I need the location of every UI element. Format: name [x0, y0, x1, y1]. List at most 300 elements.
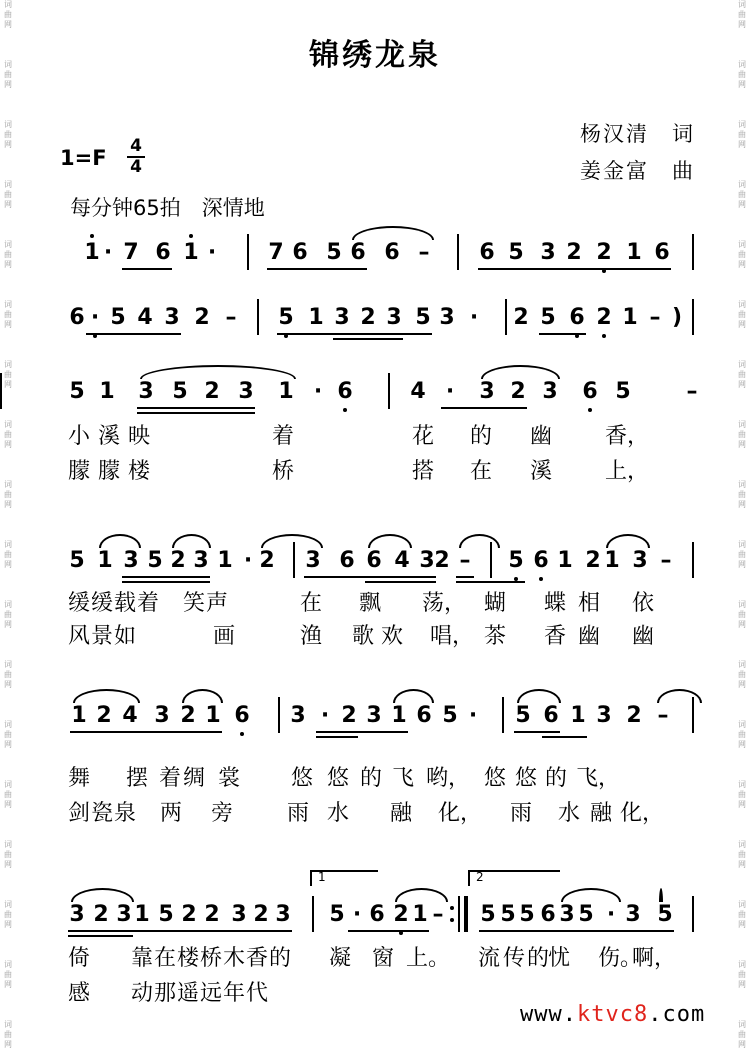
- side-watermark-char: 词: [4, 600, 12, 609]
- side-watermark-block: [735, 360, 749, 420]
- side-watermark-char: 词: [4, 300, 12, 309]
- lyric-word: 的: [470, 424, 493, 449]
- side-watermark-char: 词: [738, 60, 746, 69]
- octave-dot-low: [539, 577, 543, 581]
- lyric-word: 搭: [412, 459, 435, 484]
- lyric-word: 绸: [183, 766, 206, 791]
- note: 3: [386, 305, 402, 330]
- note: 2: [96, 703, 112, 728]
- note: 1: [557, 548, 573, 573]
- lyric-word: 瓷: [91, 801, 114, 826]
- lyric-word: 桥: [272, 459, 295, 484]
- note: ·: [103, 240, 113, 265]
- lyric-word: 香: [246, 946, 269, 971]
- note: ·: [243, 548, 253, 573]
- side-watermark-char: 曲: [4, 310, 12, 319]
- side-watermark-block: [735, 960, 749, 1020]
- lyric-word: 渔: [300, 624, 323, 649]
- side-watermark-char: 网: [738, 1040, 746, 1049]
- side-watermark-char: 曲: [738, 70, 746, 79]
- lyric-word: 的: [269, 946, 292, 971]
- lyric-word: 景: [91, 624, 114, 649]
- note: 3: [596, 703, 612, 728]
- bar-line: [692, 896, 694, 932]
- bar-line: [505, 299, 507, 335]
- tie-arc: [172, 534, 211, 548]
- underline: [304, 576, 436, 578]
- note: 2: [204, 379, 220, 404]
- underline: [456, 581, 525, 583]
- side-watermark-char: 词: [4, 360, 12, 369]
- note: –: [649, 305, 661, 330]
- side-watermark-char: 词: [4, 480, 12, 489]
- lyric-word: 那: [154, 981, 177, 1006]
- underline: [267, 268, 367, 270]
- lyric-word: 凝: [329, 946, 352, 971]
- lyric-word: 伤。: [598, 946, 643, 971]
- bar-line: [692, 542, 694, 578]
- lyric-word: 依: [632, 591, 655, 616]
- song-title: 锦绣龙泉: [309, 38, 441, 73]
- side-watermark-char: 网: [4, 800, 12, 809]
- bar-line: [692, 299, 694, 335]
- note: 3: [123, 548, 139, 573]
- side-watermark-char: 网: [4, 620, 12, 629]
- note: 6: [479, 240, 495, 265]
- note: 3: [275, 902, 291, 927]
- note: ·: [445, 379, 455, 404]
- lyric-word: 代: [246, 981, 269, 1006]
- side-watermark-char: 词: [4, 780, 12, 789]
- note: 5: [442, 703, 458, 728]
- side-watermark-char: 网: [4, 260, 12, 269]
- side-watermark-char: 曲: [738, 490, 746, 499]
- underline: [539, 333, 586, 335]
- side-watermark-char: 词: [738, 600, 746, 609]
- side-watermark-char: 曲: [4, 190, 12, 199]
- tie-arc: [561, 888, 621, 902]
- note: 2: [434, 548, 450, 573]
- site-suffix: .com: [648, 1002, 706, 1027]
- lyric-word: 雨: [510, 801, 533, 826]
- side-watermark-char: 曲: [4, 490, 12, 499]
- side-watermark-block: [735, 600, 749, 660]
- note: 1: [217, 548, 233, 573]
- side-watermark-char: 曲: [738, 910, 746, 919]
- side-watermark-block: [1, 120, 15, 180]
- side-watermark-block: [735, 840, 749, 900]
- time-signature: [124, 137, 148, 177]
- bar-line: [257, 299, 259, 335]
- bar-line: [464, 896, 468, 932]
- underline: [122, 576, 210, 578]
- note: 2: [393, 902, 409, 927]
- side-watermark-char: 曲: [738, 190, 746, 199]
- side-watermark-char: 网: [4, 860, 12, 869]
- octave-dot-low: [343, 408, 347, 412]
- repeat-dot: [450, 906, 454, 910]
- side-watermark-block: [735, 780, 749, 840]
- lyric-word: 如: [114, 624, 137, 649]
- underline: [122, 581, 210, 583]
- lyric-word: 在: [154, 946, 177, 971]
- bar-line: [457, 234, 459, 270]
- note: –: [660, 548, 672, 573]
- note: 5: [615, 379, 631, 404]
- side-watermark-char: 曲: [738, 250, 746, 259]
- note: 1: [84, 240, 100, 265]
- octave-dot-low: [602, 334, 606, 338]
- note: 3: [238, 379, 254, 404]
- note: 5: [69, 379, 85, 404]
- lyric-word: 窗: [372, 946, 395, 971]
- side-watermark-left: [1, 0, 15, 1053]
- note: 2: [259, 548, 275, 573]
- note: 3: [231, 902, 247, 927]
- note: 1: [71, 703, 87, 728]
- side-watermark-char: 词: [4, 840, 12, 849]
- note: 2: [513, 305, 529, 330]
- side-watermark-char: 词: [738, 720, 746, 729]
- lyric-word: 倚: [68, 946, 91, 971]
- side-watermark-char: 词: [738, 660, 746, 669]
- side-watermark-char: 词: [4, 720, 12, 729]
- note: 6: [69, 305, 85, 330]
- lyric-word: 香: [544, 624, 567, 649]
- note: ·: [352, 902, 362, 927]
- side-watermark-char: 词: [738, 540, 746, 549]
- side-watermark-char: 网: [738, 920, 746, 929]
- tie-arc: [606, 534, 650, 548]
- lyric-word: 溪: [530, 459, 553, 484]
- lyric-word: 小: [68, 424, 91, 449]
- lyric-word: 缓: [68, 591, 91, 616]
- side-watermark-char: 词: [738, 0, 746, 9]
- side-watermark-char: 网: [738, 980, 746, 989]
- lyric-word: 年: [223, 981, 246, 1006]
- bar-line: [388, 373, 390, 409]
- side-watermark-char: 曲: [738, 790, 746, 799]
- tempo-marking: 每分钟65拍 深情地: [70, 196, 265, 220]
- underline: [348, 930, 429, 932]
- note: 6: [384, 240, 400, 265]
- side-watermark-block: [735, 180, 749, 240]
- note: 6: [540, 902, 556, 927]
- lyric-word: 上，: [605, 459, 650, 484]
- note: 5: [657, 902, 673, 927]
- note: 3: [540, 240, 556, 265]
- side-watermark-block: [1, 900, 15, 960]
- side-watermark-char: 网: [4, 740, 12, 749]
- side-watermark-char: 曲: [738, 130, 746, 139]
- note: 3: [193, 548, 209, 573]
- note: 5: [415, 305, 431, 330]
- note: 2: [204, 902, 220, 927]
- side-watermark-char: 词: [4, 0, 12, 9]
- underline: [514, 731, 560, 733]
- lyric-word: 悠: [484, 766, 507, 791]
- side-watermark-char: 曲: [4, 1030, 12, 1039]
- side-watermark-char: 网: [738, 200, 746, 209]
- side-watermark-block: [1, 300, 15, 360]
- side-watermark-char: 网: [738, 80, 746, 89]
- note: 2: [253, 902, 269, 927]
- lyric-word: 唱，: [430, 624, 475, 649]
- side-watermark-block: [735, 120, 749, 180]
- underline: [478, 268, 671, 270]
- side-watermark-block: [1, 1020, 15, 1053]
- tie-arc: [71, 888, 134, 902]
- note: 3: [559, 902, 575, 927]
- side-watermark-char: 网: [4, 440, 12, 449]
- note: –: [225, 305, 237, 330]
- side-watermark-char: 词: [738, 420, 746, 429]
- note: ·: [606, 902, 616, 927]
- tie-arc: [73, 689, 140, 703]
- lyric-word: 传: [503, 946, 526, 971]
- note: 5: [326, 240, 342, 265]
- side-watermark-block: [1, 840, 15, 900]
- lyric-word: 两: [160, 801, 183, 826]
- side-watermark-char: 网: [738, 620, 746, 629]
- note: 3: [334, 305, 350, 330]
- side-watermark-char: 曲: [4, 130, 12, 139]
- lyric-word: 在: [300, 591, 323, 616]
- side-watermark-char: 曲: [4, 970, 12, 979]
- lyric-word: 在: [470, 459, 493, 484]
- note: –: [657, 703, 669, 728]
- note: 6: [337, 379, 353, 404]
- site-prefix: www.: [520, 1002, 577, 1027]
- note: –: [459, 548, 471, 573]
- side-watermark-block: [1, 600, 15, 660]
- lyric-word: 泉: [114, 801, 137, 826]
- side-watermark-char: 词: [4, 1020, 12, 1029]
- lyric-word: 动: [131, 981, 154, 1006]
- note: 4: [137, 305, 153, 330]
- note: 5: [329, 902, 345, 927]
- volta-first: [310, 870, 378, 886]
- lyric-word: 欢: [381, 624, 404, 649]
- tie-arc: [261, 534, 323, 548]
- side-watermark-block: [1, 420, 15, 480]
- bar-line: [692, 234, 694, 270]
- note: 5: [519, 902, 535, 927]
- underline: [365, 581, 436, 583]
- side-watermark-char: 曲: [4, 850, 12, 859]
- underline: [479, 930, 674, 932]
- lyric-word: 溪: [98, 424, 121, 449]
- note: 3: [305, 548, 321, 573]
- lyric-word: 上。: [406, 946, 451, 971]
- side-watermark-char: 网: [4, 320, 12, 329]
- lyric-word: 幽: [530, 424, 553, 449]
- lyric-word: 啊，: [632, 946, 677, 971]
- side-watermark-char: 曲: [738, 670, 746, 679]
- underline: [456, 576, 474, 578]
- side-watermark-char: 网: [4, 980, 12, 989]
- bar-line: [312, 896, 314, 932]
- note: ·: [90, 305, 100, 330]
- side-watermark-char: 曲: [4, 250, 12, 259]
- note: ): [671, 305, 683, 330]
- note: 2: [341, 703, 357, 728]
- note: 1: [391, 703, 407, 728]
- note: 2: [170, 548, 186, 573]
- side-watermark-char: 曲: [738, 730, 746, 739]
- side-watermark-char: 网: [738, 140, 746, 149]
- underline: [68, 930, 292, 932]
- side-watermark-block: [1, 660, 15, 720]
- note: 6: [533, 548, 549, 573]
- side-watermark-char: 曲: [738, 970, 746, 979]
- lyric-word: 朦: [98, 459, 121, 484]
- note: 6: [234, 703, 250, 728]
- note: ·: [313, 379, 323, 404]
- lyric-word: 蝴: [484, 591, 507, 616]
- side-watermark-char: 曲: [4, 730, 12, 739]
- side-watermark-char: 词: [738, 480, 746, 489]
- side-watermark-char: 曲: [4, 430, 12, 439]
- lyric-word: 蝶: [544, 591, 567, 616]
- note: 1: [412, 902, 428, 927]
- lyric-word: 缓: [91, 591, 114, 616]
- lyric-word: 映: [128, 424, 151, 449]
- note: 3: [419, 548, 435, 573]
- side-watermark-char: 词: [4, 540, 12, 549]
- lyric-word: 悠: [515, 766, 538, 791]
- lyric-word: 风: [68, 624, 91, 649]
- side-watermark-char: 曲: [4, 610, 12, 619]
- lyric-word: 笑: [183, 591, 206, 616]
- note: 5: [508, 240, 524, 265]
- side-watermark-char: 网: [738, 560, 746, 569]
- side-watermark-char: 曲: [4, 910, 12, 919]
- time-signature-bottom: 4: [130, 157, 142, 177]
- note: 2: [596, 305, 612, 330]
- underline: [277, 333, 432, 335]
- lyric-word: 雨: [287, 801, 310, 826]
- tie-arc: [182, 689, 223, 703]
- side-watermark-char: 网: [738, 500, 746, 509]
- side-watermark-char: 词: [738, 780, 746, 789]
- side-watermark-char: 网: [4, 1040, 12, 1049]
- octave-dot-high: [90, 234, 94, 238]
- note: 5: [540, 305, 556, 330]
- note: 6: [350, 240, 366, 265]
- side-watermark-char: 曲: [738, 550, 746, 559]
- note: 5: [500, 902, 516, 927]
- underline: [333, 338, 403, 340]
- lyric-word: 茶: [484, 624, 507, 649]
- side-watermark-char: 词: [4, 120, 12, 129]
- note: 2: [93, 902, 109, 927]
- note: 5: [69, 548, 85, 573]
- lyric-word: 木: [223, 946, 246, 971]
- note: 1: [97, 548, 113, 573]
- key-signature: 1=F: [60, 146, 107, 170]
- octave-dot-low: [240, 732, 244, 736]
- side-watermark-block: [1, 480, 15, 540]
- underline: [86, 333, 181, 335]
- tie-arc: [352, 226, 434, 240]
- side-watermark-char: 网: [738, 20, 746, 29]
- side-watermark-char: 曲: [4, 10, 12, 19]
- side-watermark-block: [735, 480, 749, 540]
- note: 3: [439, 305, 455, 330]
- lyric-word: 舞: [68, 766, 91, 791]
- note: 7: [123, 240, 139, 265]
- tie-arc: [659, 888, 663, 902]
- note: 3: [290, 703, 306, 728]
- note: 1: [205, 703, 221, 728]
- lyric-word: 画: [213, 624, 236, 649]
- side-watermark-right: [735, 0, 749, 1053]
- volta-second-label: 2: [476, 870, 484, 884]
- note: 3: [116, 902, 132, 927]
- lyric-word: 摆: [126, 766, 149, 791]
- lyric-word: 飞，: [576, 766, 621, 791]
- side-watermark-char: 网: [4, 80, 12, 89]
- bar-line: [0, 373, 2, 409]
- bar-line: [247, 234, 249, 270]
- volta-first-label: 1: [318, 870, 326, 884]
- note: 2: [360, 305, 376, 330]
- tie-arc: [459, 534, 500, 548]
- lyric-word: 感: [68, 981, 91, 1006]
- composer-credit: 姜金富 曲: [580, 159, 695, 183]
- lyric-word: 歌: [352, 624, 375, 649]
- note: 5: [578, 902, 594, 927]
- side-watermark-block: [735, 420, 749, 480]
- side-watermark-char: 曲: [738, 430, 746, 439]
- note: 5: [147, 548, 163, 573]
- note: 5: [110, 305, 126, 330]
- side-watermark-char: 曲: [738, 10, 746, 19]
- underline: [441, 407, 527, 409]
- note: 6: [366, 548, 382, 573]
- side-watermark-char: 曲: [738, 1030, 746, 1039]
- side-watermark-block: [1, 780, 15, 840]
- note: 1: [626, 240, 642, 265]
- tie-arc: [657, 689, 702, 703]
- volta-second: [468, 870, 560, 886]
- lyric-word: 悠: [327, 766, 350, 791]
- side-watermark-block: [735, 300, 749, 360]
- lyric-word: 的: [360, 766, 383, 791]
- side-watermark-char: 词: [4, 180, 12, 189]
- lyric-word: 幽: [632, 624, 655, 649]
- note: 3: [632, 548, 648, 573]
- lyric-word: 水: [558, 801, 581, 826]
- note: 1: [604, 548, 620, 573]
- side-watermark-char: 网: [4, 20, 12, 29]
- site-brand: ktvc8: [576, 1002, 649, 1027]
- note: 1: [99, 379, 115, 404]
- lyric-word: 哟，: [426, 766, 471, 791]
- lyric-word: 遥: [177, 981, 200, 1006]
- side-watermark-char: 曲: [738, 310, 746, 319]
- side-watermark-block: [1, 240, 15, 300]
- lyric-word: 的: [527, 946, 550, 971]
- side-watermark-block: [1, 180, 15, 240]
- tie-arc: [99, 534, 141, 548]
- side-watermark-char: 词: [4, 240, 12, 249]
- lyricist-credit: 杨汉清 词: [580, 122, 695, 146]
- tie-arc: [393, 689, 434, 703]
- note: 2: [181, 902, 197, 927]
- tie-arc: [140, 365, 296, 379]
